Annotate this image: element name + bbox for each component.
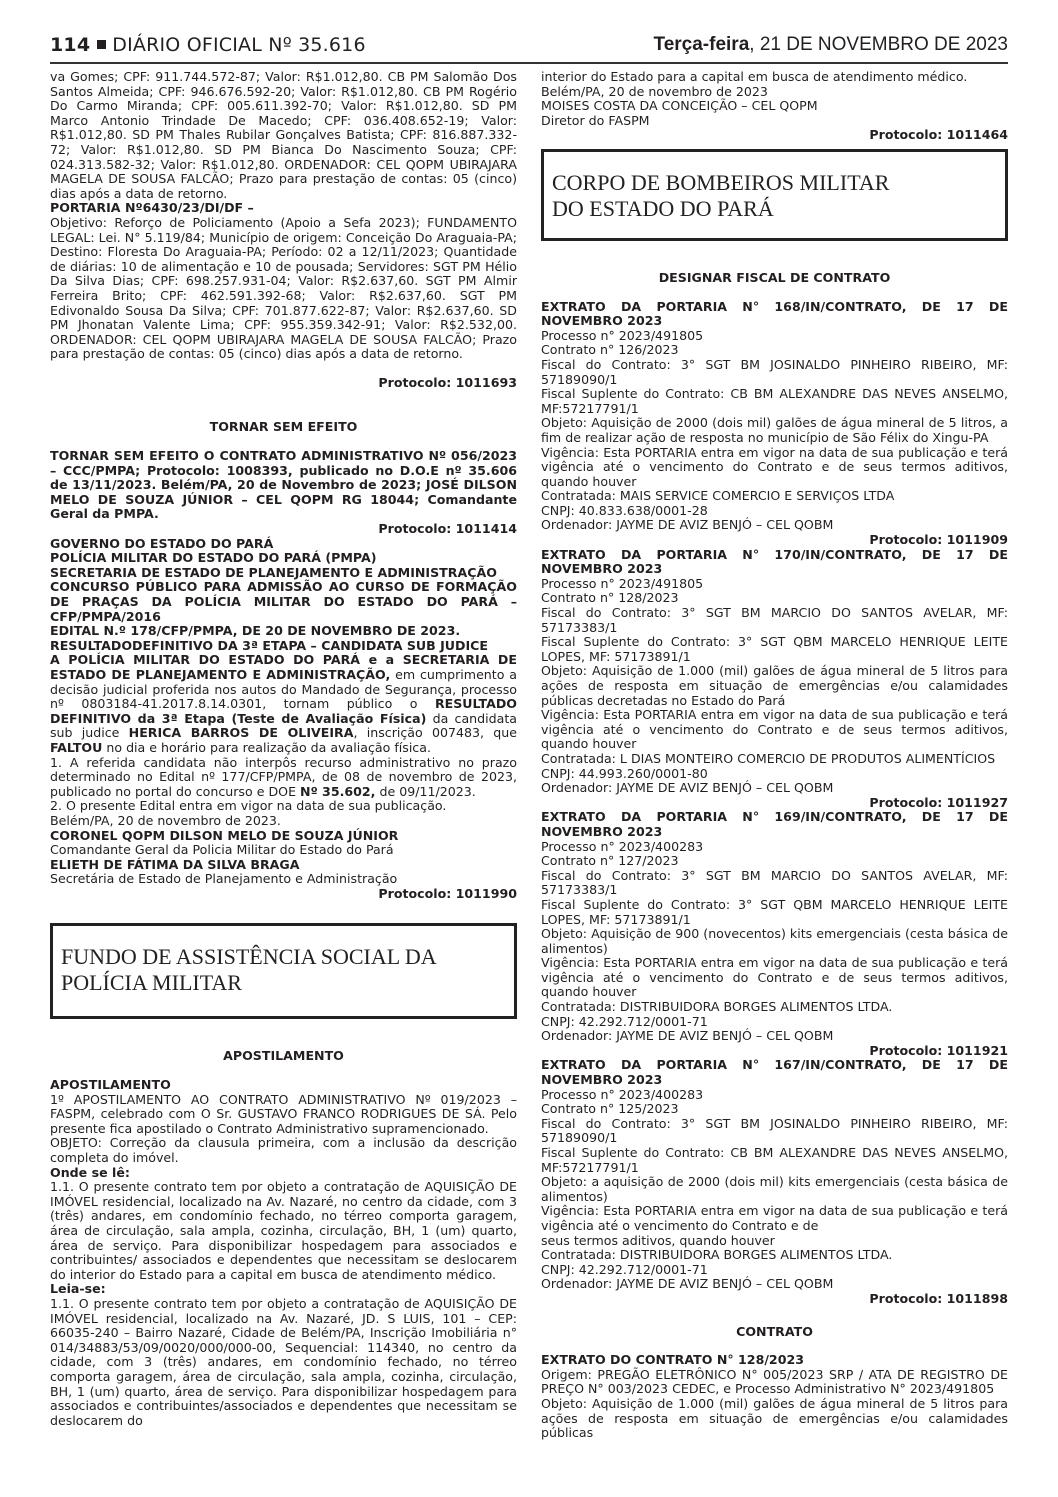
extrato-line: Fiscal Suplente do Contrato: 3° SGT QBM MARCELO HENRIQUE LEITE LOPES, MF: 57173891/1: [541, 896, 1008, 927]
extrato-title: EXTRATO DA PORTARIA N° 167/IN/CONTRATO, DE 17 DE NOVEMBRO 2023: [541, 1057, 1008, 1088]
box-title-line: DO ESTADO DO PARÁ: [552, 195, 774, 221]
extrato-line: Processo n° 2023/491805: [541, 327, 704, 343]
edital-bold-text: RESULTADO DEFINITIVO da 3ª Etapa (Teste de Avaliação Física): [50, 696, 517, 726]
extrato-line: Vigência: Esta PORTARIA entra em vigor na data de sua publicação e terá vigência até o vencimento do Contrato e de seus termos aditivos, quando houver: [541, 707, 1008, 752]
weekday: Terça-feira: [653, 34, 750, 55]
intro-paragraph: va Gomes; CPF: 911.744.572-87; Valor: R$1.012,80. CB PM Salomão Dos Santos Almeida; CPF: 946.676.592-20; Valor: R$1.012,80. CB PM Rogério Do Carmo Miranda; CPF: 005.611.392-70; Valor: R$1.012,80. SD PM Marco Antonio Trindade De Macedo; CPF: 036.408.652-19; Valor: R$1.012,80. SD PM Thales Rubilar Gonçalves Batista; CPF: 816.887.332-72; Valor: R$1.012,80. SD PM Bianca Do Nascimento Souza; CPF: 024.313.582-32; Valor: R$1.012,80. ORDENADOR: CEL QOPM UBIRAJARA MAGELA DE SOUSA FALCÃO; Prazo para prestação de contas: 05 (cinco) dias após a data de retorno.: [50, 69, 517, 201]
edital-heading-line: EDITAL N.º 178/CFP/PMPA, DE 20 DE NOVEMBRO DE 2023.: [50, 623, 461, 639]
edital-heading-line: CONCURSO PÚBLICO PARA ADMISSÃO AO CURSO DE FORMAÇÃO DE PRAÇAS DA POLÍCIA MILITAR DO ESTADO DO PARÁ – CFP/PMPA/2016: [50, 579, 517, 624]
extrato-line: Fiscal Suplente do Contrato: CB BM ALEXANDRE DAS NEVES ANSELMO, MF:57217791/1: [541, 1145, 1008, 1175]
continuation-line: Belém/PA, 20 de novembro de 2023: [541, 83, 768, 99]
signer-name: CORONEL QOPM DILSON MELO DE SOUZA JÚNIOR: [50, 827, 399, 843]
signer-name: ELIETH DE FÁTIMA DA SILVA BRAGA: [50, 856, 300, 872]
contrato-title: EXTRATO DO CONTRATO N° 128/2023: [541, 1352, 804, 1368]
extrato-line: Fiscal do Contrato: 3° SGT BM JOSINALDO PINHEIRO RIBEIRO, MF: 57189090/1: [541, 356, 1008, 387]
extrato-line: CNPJ: 42.292.712/0001-71: [541, 1261, 708, 1277]
edital-text: da candidata sub judice: [50, 710, 517, 741]
edital-item-1: [50, 756, 517, 800]
right-column: [541, 70, 1008, 1441]
extrato-line: Objeto: Aquisição de 1.000 (mil) galões de água mineral de 5 litros para ações de resposta em situação de emergências e/ou calamidades públicas decretadas no Estado do Pará: [541, 663, 1008, 708]
portaria-title: PORTARIA Nº6430/23/DI/DF –: [50, 200, 254, 216]
section-heading-tornar-sem-efeito: TORNAR SEM EFEITO: [209, 419, 358, 435]
extrato-line: Vigência: Esta PORTARIA entra em vigor na data de sua publicação e terá vigência até o vencimento do Contrato e de seus termos aditivos, quando houver: [541, 955, 1008, 1000]
portaria-body: Objetivo: Reforço de Policiamento (Apoio a Sefa 2023); FUNDAMENTO LEGAL: Lei. N° 5.119/84; Município de origem: Conceição Do Araguaia-PA; Destino: Floresta Do Araguaia-PA; Período: 02 a 12/11/2023; Quantidade de diárias: 10 de alimentação e 10 de pousada; Servidores: SGT PM Hélio Da Silva Dias; CPF: 698.257.931-04; Valor: R$2.637,60. SGT PM Almir Ferreira Brito; CPF: 462.591.392-68; Valor: R$2.637,60. SGT PM Edivonaldo Sousa Da Silva; CPF: 701.877.622-87; Valor: R$2.637,60. SD PM Jhonatan Valente Lima; CPF: 955.359.342-91; Valor: R$2.532,00. ORDENADOR: CEL QOPM UBIRAJARA MAGELA DE SOUSA FALCÃO; Prazo para prestação de contas: 05 (cinco) dias após a data de retorno.: [50, 214, 517, 362]
section-heading-contrato: CONTRATO: [736, 1323, 813, 1339]
square-bullet-icon: [97, 40, 106, 49]
extrato-line: Objeto: Aquisição de 2000 (dois mil) galões de água mineral de 5 litros, a fim de realizar ação de resposta no município de São Félix do Xingu-PA: [541, 415, 1008, 445]
section-heading-designar-fiscal: DESIGNAR FISCAL DE CONTRATO: [658, 269, 891, 285]
contrato-line: Objeto: Aquisição de 1.000 (mil) galões de água mineral de 5 litros para ações de resposta em situação de emergências e/ou calamidades públicas: [541, 1395, 1008, 1441]
edital-item-2: 2. O presente Edital entra em vigor na data de sua publicação.: [50, 798, 447, 814]
extrato-line: Fiscal Suplente do Contrato: CB BM ALEXANDRE DAS NEVES ANSELMO, MF:57217791/1: [541, 386, 1008, 416]
box-title-line: FUNDO DE ASSISTÊNCIA SOCIAL DA: [61, 944, 437, 970]
extrato-line: CNPJ: 42.292.712/0001-71: [541, 1013, 708, 1029]
contrato-line: Origem: PREGÃO ELETRÔNICO N° 005/2023 SRP / ATA DE REGISTRO DE PREÇO N° 003/2023 CEDEC, e Processo Administrativo N° 2023/491805: [541, 1366, 1008, 1397]
publication-title: DIÁRIO OFICIAL Nº 35.616: [112, 34, 366, 56]
protocolo: Protocolo: 1011927: [869, 794, 1008, 810]
box-title-line: CORPO DE BOMBEIROS MILITAR: [552, 169, 890, 195]
extrato-title: EXTRATO DA PORTARIA N° 168/IN/CONTRATO, DE 17 DE NOVEMBRO 2023: [541, 298, 1008, 329]
extrato-line: CNPJ: 40.833.638/0001-28: [541, 502, 708, 518]
page-header: [50, 28, 1008, 64]
extrato-block: [541, 300, 1008, 548]
extrato-line: Contratada: MAIS SERVICE COMERCIO E SERVIÇOS LTDA: [541, 488, 895, 504]
candidate-name: HERICA BARROS DE OLIVEIRA: [128, 725, 354, 741]
left-column: [50, 70, 517, 1428]
extrato-line: Fiscal Suplente do Contrato: 3° SGT QBM MARCELO HENRIQUE LEITE LOPES, MF: 57173891/1: [541, 634, 1008, 664]
apostilamento-title: APOSTILAMENTO: [50, 1077, 171, 1093]
extrato-line: CNPJ: 44.993.260/0001-80: [541, 765, 708, 781]
extrato-line: Contratada: DISTRIBUIDORA BORGES ALIMENTOS LTDA.: [541, 1247, 893, 1263]
edital-text: em cumprimento a decisão judicial proferida nos autos do Mandado de Segurança, processo nº 0803184-41.2017.8.14.0301, tornam público o: [50, 666, 517, 712]
extrato-line: Vigência: Esta PORTARIA entra em vigor na data de sua publicação e terá vigência até o vencimento do Contrato e de seus termos aditivos, quando houver: [541, 444, 1008, 489]
extrato-line: Fiscal do Contrato: 3° SGT BM JOSINALDO PINHEIRO RIBEIRO, MF: 57189090/1: [541, 1115, 1008, 1146]
extrato-line: Ordenador: JAYME DE AVIZ BENJÓ – CEL QOBM: [541, 1276, 834, 1292]
extrato-line: seus termos aditivos, quando houver: [541, 1232, 775, 1248]
continuation-line: MOISES COSTA DA CONCEIÇÃO – CEL QOPM: [541, 98, 818, 114]
header-left: [50, 34, 366, 56]
section-box-fundo-assistencia: [50, 923, 517, 1019]
protocolo: Protocolo: 1011990: [378, 885, 517, 901]
box-title-line: POLÍCIA MILITAR: [61, 970, 242, 996]
section-heading-apostilamento: APOSTILAMENTO: [223, 1048, 344, 1064]
edital-heading-line: RESULTADODEFINITIVO DA 3ª ETAPA – CANDIDATA SUB JUDICE: [50, 637, 489, 653]
protocolo: Protocolo: 1011414: [378, 521, 517, 537]
item-text: de 09/11/2023.: [375, 783, 476, 799]
continuation-line: Diretor do FASPM: [541, 112, 650, 128]
extrato-line: Processo n° 2023/400283: [541, 838, 704, 854]
protocolo: Protocolo: 1011693: [378, 374, 517, 390]
edital-heading-line: SECRETARIA DE ESTADO DE PLANEJAMENTO E ADMINISTRAÇÃO: [50, 564, 497, 580]
extrato-title: EXTRATO DA PORTARIA N° 169/IN/CONTRATO, DE 17 DE NOVEMBRO 2023: [541, 809, 1008, 839]
section-box-corpo-bombeiros: [541, 149, 1008, 241]
extrato-line: Ordenador: JAYME DE AVIZ BENJÓ – CEL QOBM: [541, 517, 834, 533]
item-bold-text: Nº 35.602,: [300, 783, 376, 799]
signer-role: Comandante Geral da Policia Militar do Estado do Pará: [50, 842, 394, 858]
extrato-line: Contrato n° 128/2023: [541, 590, 679, 606]
protocolo: Protocolo: 1011909: [869, 532, 1008, 548]
onde-se-le-body: 1.1. O presente contrato tem por objeto a contratação de AQUISIÇÃO DE IMÓVEL residencial, localizado na Av. Nazaré, no centro da cidade, com 3 (três) andares, em condomínio fechado, no térreo comporta garagem, área de circulação, sala ampla, cozinha, circulação, BH, 1 (um) quarto, área de serviço. Para disponibilizar hospedagem para associados e contribuintes/ associados e dependentes que necessitam se deslocarem do interior do Estado para a capital em busca de atendimento médico.: [50, 1179, 517, 1282]
onde-se-le-label: Onde se lê:: [50, 1164, 130, 1180]
apostilamento-paragraph: 1º APOSTILAMENTO AO CONTRATO ADMINISTRATIVO Nº 019/2023 – FASPM, celebrado com O Sr. GUSTAVO FRANCO RODRIGUES DE SÁ. Pelo presente fica apostilado o Contrato Administrativo supramencionado.: [50, 1091, 517, 1136]
protocolo: Protocolo: 1011921: [869, 1042, 1008, 1058]
edital-heading-line: GOVERNO DO ESTADO DO PARÁ: [50, 535, 274, 551]
edital-text: , inscrição 007483, que: [353, 725, 517, 741]
extrato-block: [541, 810, 1008, 1058]
edital-bold-text: FALTOU: [50, 739, 103, 755]
extrato-block: [541, 1058, 1008, 1306]
page-number: 114: [50, 34, 91, 56]
leia-se-body: 1.1. O presente contrato tem por objeto a contratação de AQUISIÇÃO DE IMÓVEL residencial, localizado na Av. Nazaré, JD. S LUIS, 101 – CEP: 66035-240 – Bairro Nazaré, Cidade de Belém/PA, Inscrição Imobiliária n° 014/34883/53/09/0020/000/000-00, Sequencial: 114340, no centro da cidade, com 3 (três) andares, em condomínio fechado, no térreo comporta garagem, área de circulação, sala ampla, cozinha, circulação, BH, 1 (um) quarto, área de serviço. Para disponibilizar hospedagem para associados e contribuintes/associados e dependentes que necessitam se deslocarem do: [50, 1295, 517, 1428]
extrato-line: Objeto: a aquisição de 2000 (dois mil) kits emergenciais (cesta básica de alimentos): [541, 1174, 1008, 1204]
leia-se-label: Leia-se:: [50, 1281, 106, 1297]
edital-bold-text: A POLÍCIA MILITAR DO ESTADO DO PARÁ e a SECRETARIA DE ESTADO DE PLANEJAMENTO E ADMINISTRAÇÃO,: [50, 652, 517, 682]
item-text: 1. A referida candidata não interpôs recurso administrativo no prazo determinado no Edital nº 177/CFP/PMPA, de 08 de novembro de 2023, publicado no portal do concurso e DOE: [50, 754, 517, 799]
extrato-line: Contratada: L DIAS MONTEIRO COMERCIO DE PRODUTOS ALIMENTÍCIOS: [541, 750, 996, 766]
extrato-line: Ordenador: JAYME DE AVIZ BENJÓ – CEL QOBM: [541, 780, 834, 796]
continuation-line: interior do Estado para a capital em busca de atendimento médico.: [541, 69, 968, 84]
date: , 21 DE NOVEMBRO DE 2023: [749, 34, 1008, 55]
signer-role: Secretária de Estado de Planejamento e Administração: [50, 871, 398, 887]
edital-body: [50, 653, 517, 755]
protocolo: Protocolo: 1011898: [869, 1290, 1008, 1306]
extratos-list: [541, 300, 1008, 1307]
protocolo: Protocolo: 1011464: [869, 127, 1008, 143]
extrato-line: Contrato n° 126/2023: [541, 342, 679, 358]
extrato-line: Contratada: DISTRIBUIDORA BORGES ALIMENTOS LTDA.: [541, 999, 893, 1015]
edital-text: no dia e horário para realização da avaliação física.: [102, 739, 431, 755]
extrato-line: Objeto: Aquisição de 900 (novecentos) kits emergenciais (cesta básica de alimentos): [541, 926, 1008, 956]
extrato-block: [541, 548, 1008, 811]
extrato-line: Fiscal do Contrato: 3° SGT BM MARCIO DO SANTOS AVELAR, MF: 57173383/1: [541, 605, 1008, 635]
extrato-line: Contrato n° 125/2023: [541, 1101, 679, 1117]
extrato-line: Fiscal do Contrato: 3° SGT BM MARCIO DO SANTOS AVELAR, MF: 57173383/1: [541, 867, 1008, 898]
apostilamento-object: OBJETO: Correção da clausula primeira, com a inclusão da descrição completa do imóvel.: [50, 1135, 517, 1166]
edital-heading-line: POLÍCIA MILITAR DO ESTADO DO PARÁ (PMPA): [50, 550, 377, 566]
extrato-title: EXTRATO DA PORTARIA N° 170/IN/CONTRATO, DE 17 DE NOVEMBRO 2023: [541, 546, 1008, 577]
header-date: [654, 34, 1008, 56]
tornar-sem-efeito-body: TORNAR SEM EFEITO O CONTRATO ADMINISTRATIVO Nº 056/2023 – CCC/PMPA; Protocolo: 1008393, publicado no D.O.E nº 35.606 de 13/11/2023. Belém/PA, 20 de Novembro de 2023; JOSÉ DILSON MELO DE SOUZA JÚNIOR – CEL QOPM RG 18044; Comandante Geral da PMPA.: [50, 448, 517, 522]
extrato-line: Processo n° 2023/491805: [541, 575, 704, 591]
extrato-line: Ordenador: JAYME DE AVIZ BENJÓ – CEL QOBM: [541, 1028, 834, 1044]
extrato-line: Vigência: Esta PORTARIA entra em vigor na data de sua publicação e terá vigência até o vencimento do Contrato e de: [541, 1203, 1008, 1233]
extrato-line: Processo n° 2023/400283: [541, 1086, 704, 1102]
extrato-line: Contrato n° 127/2023: [541, 853, 679, 869]
place-date: Belém/PA, 20 de novembro de 2023.: [50, 812, 281, 828]
